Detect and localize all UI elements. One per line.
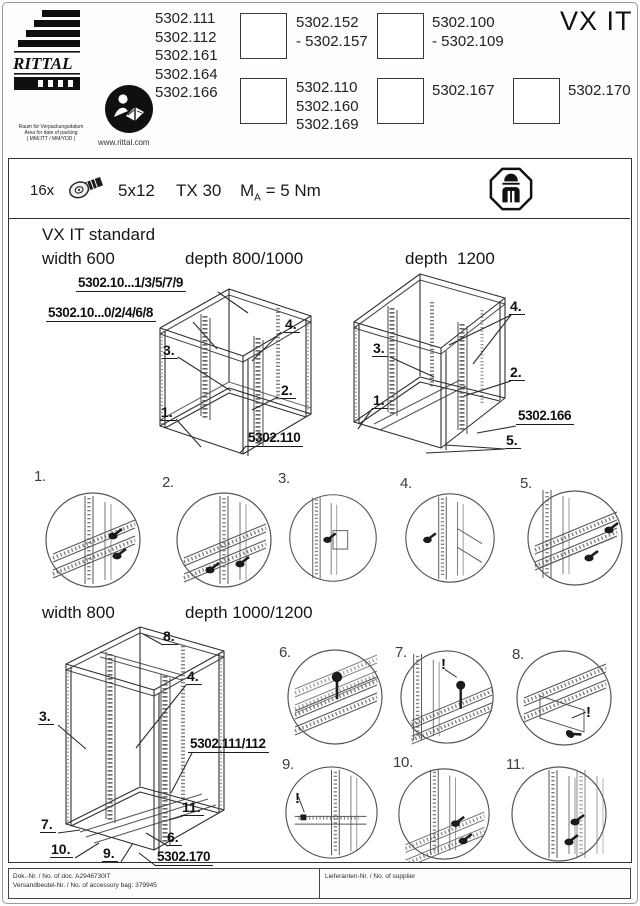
rack-diagram-w600 [145, 276, 335, 456]
read-manual-icon [104, 84, 154, 134]
torque-spec [240, 181, 321, 203]
part-label-top: 5302.10...1/3/5/7/9 [76, 275, 186, 292]
part-label-5302-110: 5302.110 [246, 430, 303, 447]
checkbox-5302-167 [377, 78, 424, 124]
packing-note-line2: Area for date of packing [24, 130, 78, 136]
part-label-mid: 5302.10...0/2/4/6/8 [46, 305, 156, 322]
screw-quantity: 16x [30, 182, 55, 199]
screw-icon [66, 172, 114, 206]
callout-d2-2: 2. [509, 364, 525, 381]
footer-left-cell [13, 872, 157, 890]
skilled-person-icon [488, 166, 534, 212]
part-label-5302-111-112: 5302.111/112 [188, 736, 269, 753]
checkbox-5302-110 [240, 78, 287, 124]
callout-d3-7: 7. [40, 816, 56, 833]
footer-divider [319, 869, 320, 898]
detail-number-4: 4. [400, 475, 412, 492]
footer-box [8, 868, 631, 899]
torque-symbol: M [240, 181, 255, 200]
detail-circle-5 [525, 488, 625, 588]
warning-mark-9: ! [295, 790, 300, 807]
callout-d3-8: 8. [162, 628, 178, 645]
detail-circle-9 [283, 764, 380, 861]
part-label-5302-166: 5302.166 [516, 408, 574, 425]
callout-d1-1: 1. [160, 404, 176, 421]
option-group-152 [296, 14, 368, 51]
brand-wordmark: RITTAL [13, 54, 73, 73]
model-number-list [155, 10, 218, 103]
section1-depth-a: depth 800/1000 [185, 249, 304, 268]
detail-number-11: 11. [506, 756, 525, 773]
screw-tool: TX 30 [176, 181, 222, 200]
option-number: 5302.169 [296, 116, 359, 133]
rack-diagram-d1200 [342, 264, 522, 450]
callout-d1-2: 2. [280, 382, 296, 399]
model-number: 5302.166 [155, 84, 218, 101]
doc-number: Dok.-Nr. / No. of doc. A2946730IT [13, 873, 111, 880]
screw-size: 5x12 [118, 181, 155, 200]
checkbox-5302-152 [240, 13, 287, 59]
warning-mark-8: ! [586, 704, 591, 721]
product-title: VX IT [560, 6, 633, 36]
detail-number-5: 5. [520, 475, 532, 492]
website-link: www.rittal.com [98, 138, 150, 147]
part-label-5302-170: 5302.170 [155, 849, 213, 866]
callout-d2-4: 4. [509, 298, 525, 315]
detail-number-1: 1. [34, 468, 46, 485]
warning-mark-7: ! [441, 656, 446, 673]
detail-circle-7 [398, 648, 496, 746]
detail-circle-1 [43, 490, 143, 590]
section2-width: width 800 [42, 603, 115, 622]
checkbox-5302-170 [513, 78, 560, 124]
callout-d3-4: 4. [186, 668, 202, 685]
option-group-110 [296, 79, 359, 135]
detail-number-7: 7. [395, 644, 407, 661]
detail-circle-10 [396, 766, 492, 862]
section1-width: width 600 [42, 249, 115, 268]
detail-circle-3 [287, 492, 379, 584]
callout-d1-3: 3. [162, 342, 178, 359]
detail-circle-2 [174, 490, 274, 590]
detail-circle-4 [403, 491, 497, 585]
model-number: 5302.112 [155, 28, 217, 46]
packing-note [5, 124, 97, 142]
torque-value: = 5 Nm [265, 181, 321, 200]
option-number: - 5302.109 [432, 32, 504, 50]
section1-depth-b-value: 1200 [457, 249, 495, 268]
model-number: 5302.161 [155, 47, 218, 64]
detail-number-2: 2. [162, 474, 174, 491]
model-number: 5302.164 [155, 65, 218, 83]
callout-d3-6: 6. [166, 829, 182, 846]
checkbox-5302-100 [377, 13, 424, 59]
callout-d1-4: 4. [284, 316, 300, 333]
detail-number-3: 3. [278, 470, 290, 487]
section1-depth-b-label: depth [405, 249, 448, 268]
detail-number-8: 8. [512, 646, 524, 663]
option-number: 5302.110 [296, 79, 358, 96]
section2-depth: depth 1000/1200 [185, 603, 313, 622]
callout-d3-11: 11. [181, 799, 204, 816]
detail-number-9: 9. [282, 756, 294, 773]
option-number: - 5302.157 [296, 32, 368, 50]
option-number: 5302.152 [296, 14, 359, 31]
detail-circle-11 [509, 764, 609, 864]
callout-d3-3: 3. [38, 708, 54, 725]
option-group-100 [432, 14, 504, 51]
callout-d3-9: 9. [102, 845, 118, 862]
section1-title: VX IT standard [42, 225, 156, 244]
supplier-number: Lieferanten-Nr. / No. of supplier [325, 873, 416, 880]
detail-number-10: 10. [393, 754, 413, 771]
detail-circle-6 [285, 647, 385, 747]
detail-number-6: 6. [279, 644, 291, 661]
packing-note-line3: ( MM/JTT / MM/YDD ) [26, 136, 76, 142]
callout-d3-10: 10. [50, 841, 73, 858]
option-number: 5302.100 [432, 14, 495, 31]
torque-symbol-sub: A [254, 192, 261, 204]
callout-d2-5: 5. [505, 432, 521, 449]
detail-circle-8 [514, 648, 614, 748]
option-number-167: 5302.167 [432, 82, 495, 99]
callout-d2-3: 3. [372, 340, 388, 357]
rittal-logo [12, 10, 82, 110]
callout-d2-1: 1. [372, 392, 388, 409]
model-number: 5302.111 [155, 10, 216, 27]
accessory-bag-number: Versandbeutel-Nr. / No. of accessory bag: 379945 [13, 882, 157, 889]
packing-note-line1: Raum für Verpackungsdatum [18, 124, 84, 130]
option-number: 5302.160 [296, 97, 359, 115]
option-number-170: 5302.170 [568, 82, 631, 99]
